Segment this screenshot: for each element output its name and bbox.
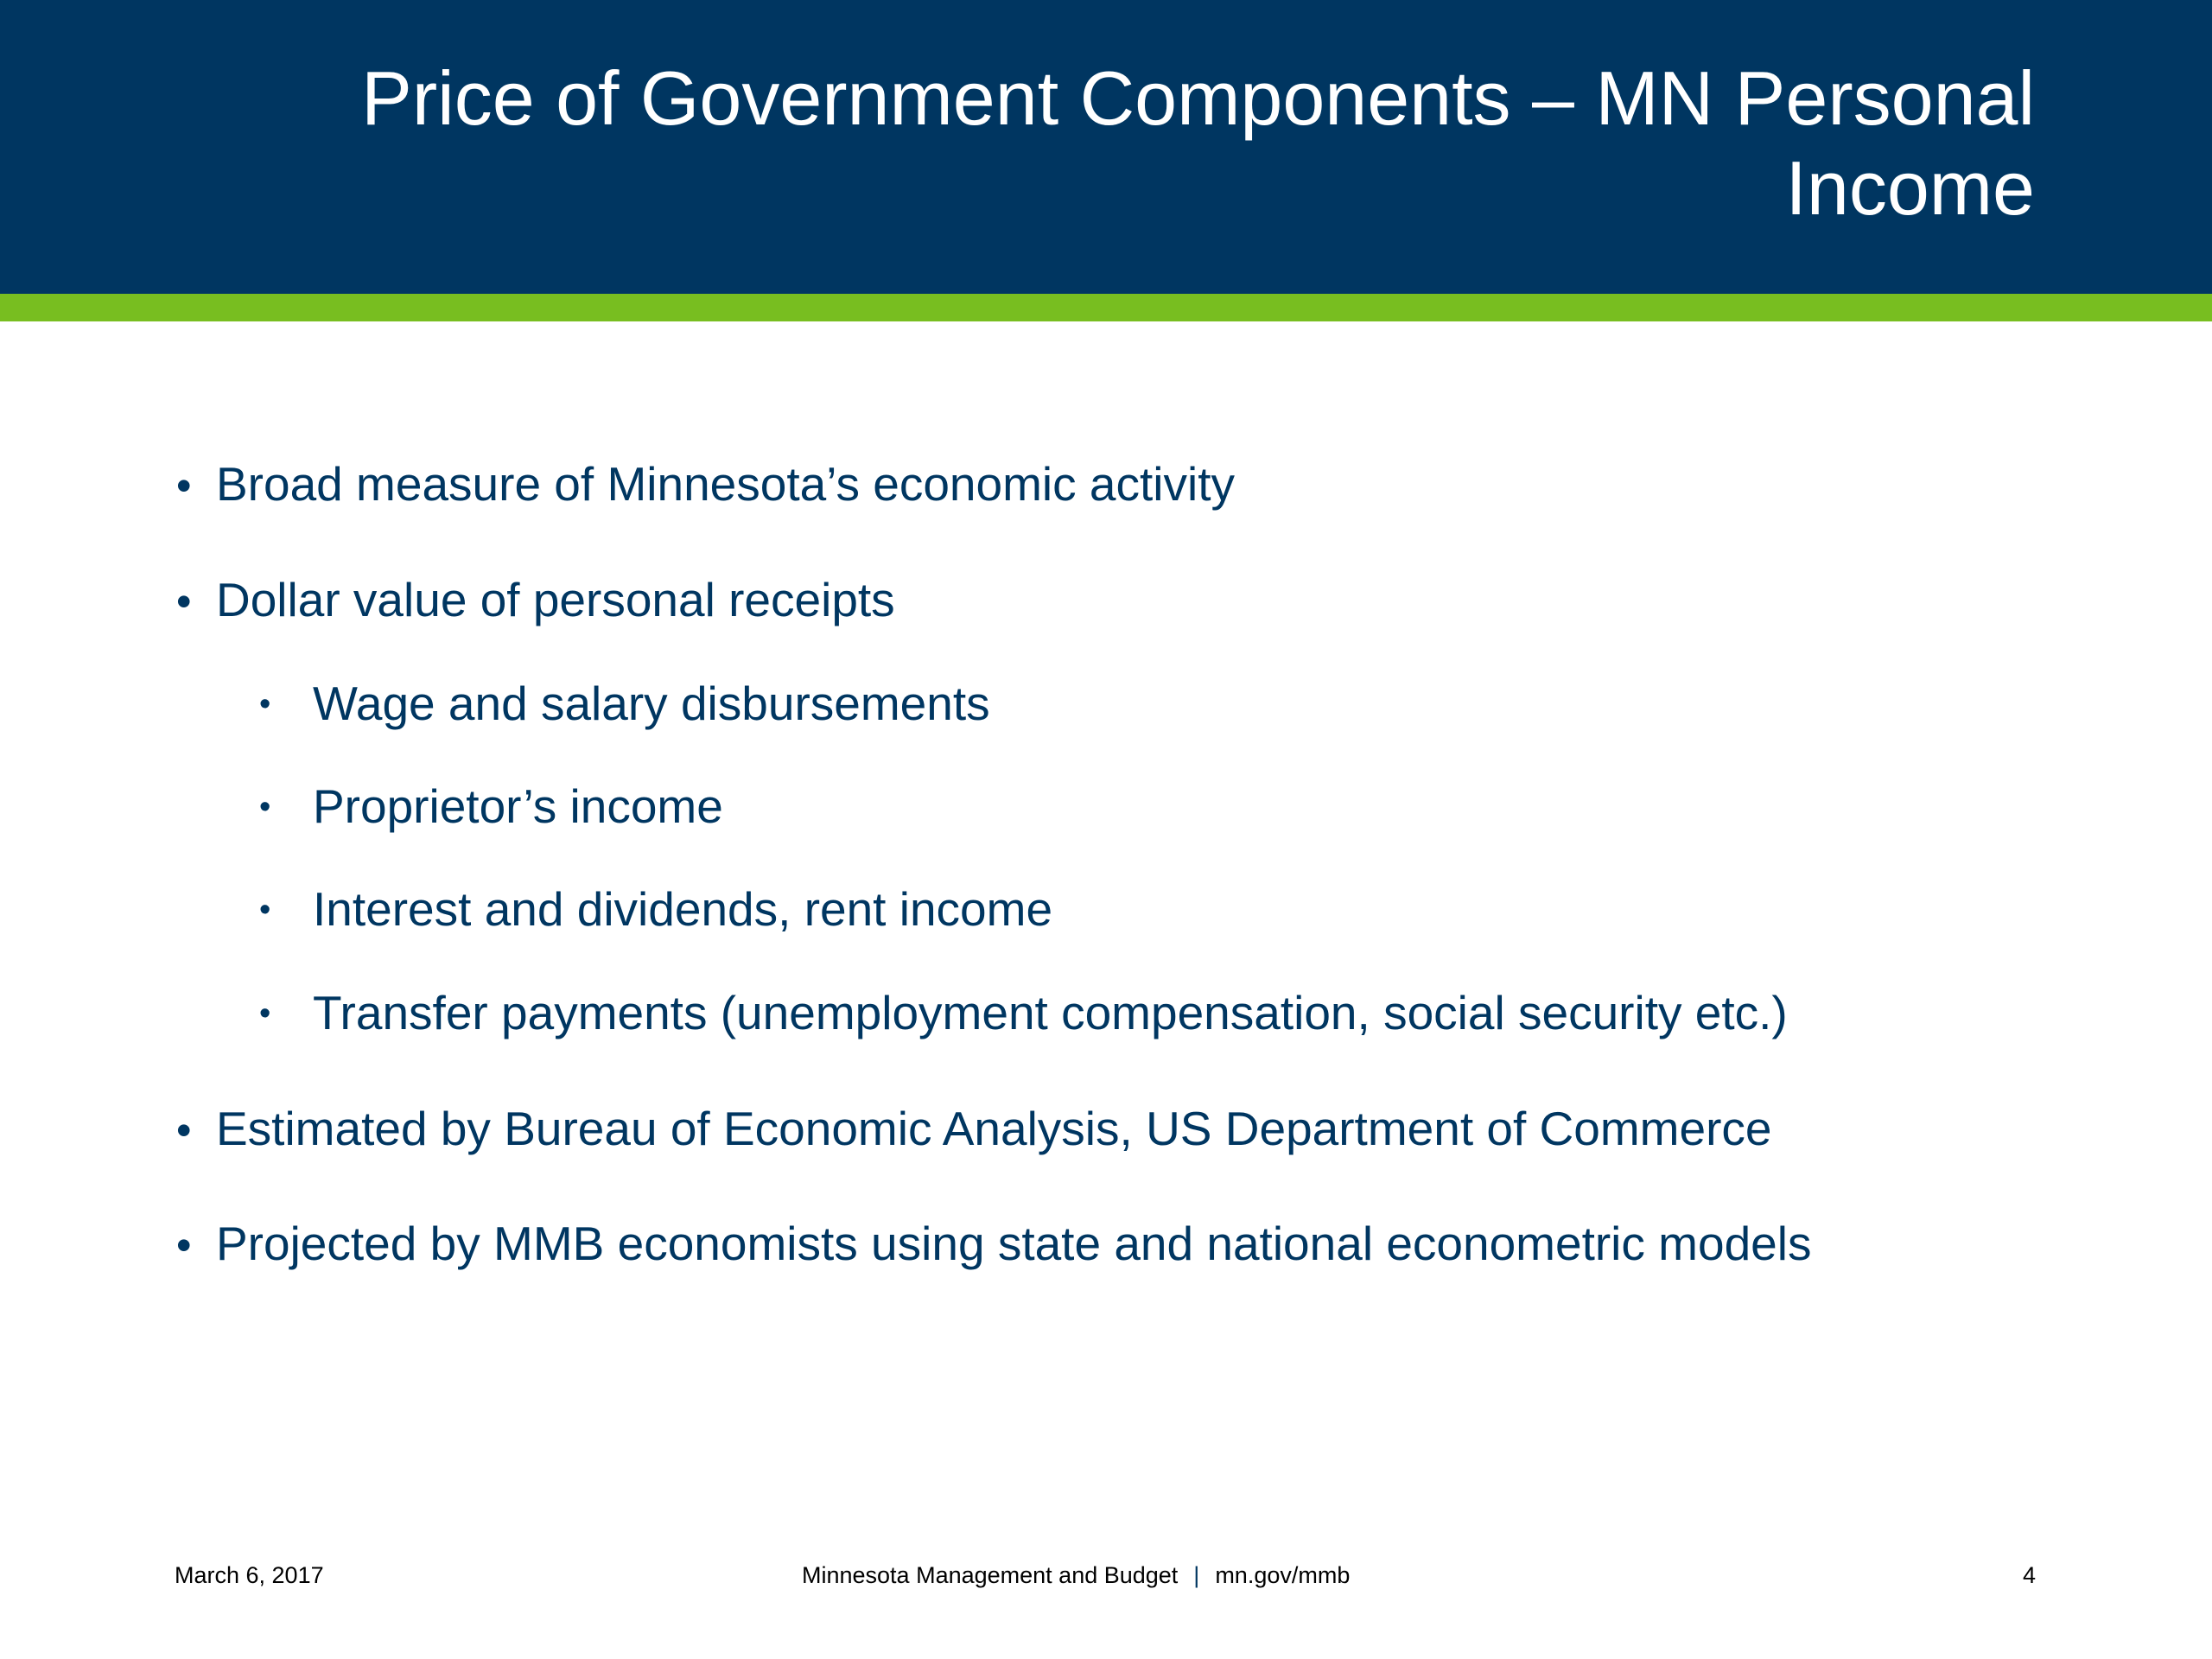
- bullet-text: Estimated by Bureau of Economic Analysis, US Department of Commerce: [216, 1102, 1772, 1155]
- sub-bullet-item: [259, 881, 1052, 937]
- bullet-icon: •: [176, 577, 192, 626]
- footer-date: March 6, 2017: [175, 1562, 324, 1588]
- bullet-item: [176, 1101, 1771, 1156]
- sub-bullet-item: [259, 676, 990, 731]
- bullet-icon: •: [176, 1106, 192, 1154]
- bullet-text: Projected by MMB economists using state and national econometric models: [216, 1217, 1812, 1270]
- sub-bullet-text: Wage and salary disbursements: [313, 677, 990, 730]
- sub-bullet-item: [259, 779, 723, 834]
- sub-bullet-icon: •: [259, 892, 271, 928]
- bullet-text: Dollar value of personal receipts: [216, 573, 895, 626]
- bullet-icon: •: [176, 1221, 192, 1269]
- page-number: 4: [2022, 1562, 2036, 1588]
- sub-bullet-text: Transfer payments (unemployment compensation, social security etc.): [313, 986, 1788, 1039]
- bullet-icon: •: [176, 461, 192, 510]
- sub-bullet-icon: •: [259, 686, 271, 722]
- sub-bullet-icon: •: [259, 789, 271, 825]
- bullet-text: Broad measure of Minnesota’s economic activity: [216, 457, 1235, 511]
- footer-separator: |: [1193, 1562, 1200, 1588]
- sub-bullet-text: Interest and dividends, rent income: [313, 882, 1053, 936]
- bullet-item: [176, 1216, 1811, 1271]
- footer-url: mn.gov/mmb: [1215, 1562, 1351, 1588]
- slide-footer: [0, 1562, 2212, 1597]
- footer-org: Minnesota Management and Budget: [802, 1562, 1179, 1588]
- sub-bullet-text: Proprietor’s income: [313, 779, 723, 833]
- bullet-item: [176, 572, 895, 627]
- sub-bullet-item: [259, 985, 1788, 1040]
- slide-title-line-1: Price of Government Components – MN Personal: [361, 55, 2035, 141]
- bullet-item: [176, 456, 1235, 512]
- slide-title-line-2: Income: [1785, 145, 2035, 231]
- sub-bullet-icon: •: [259, 995, 271, 1032]
- footer-center: [802, 1562, 1350, 1589]
